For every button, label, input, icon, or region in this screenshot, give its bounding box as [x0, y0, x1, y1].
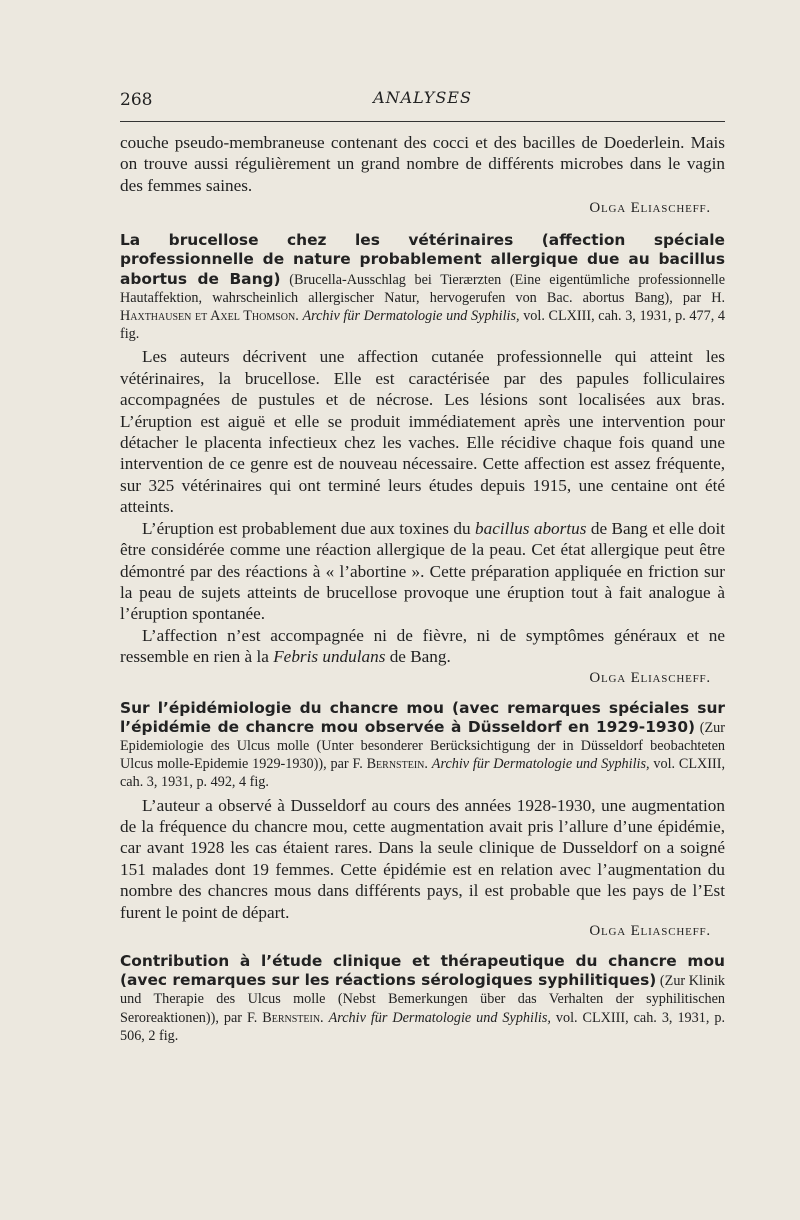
text-run: L’éruption est probablement due aux toxines du: [142, 518, 471, 538]
text-run: de Bang.: [389, 647, 451, 667]
running-title: ANALYSES: [373, 88, 472, 107]
signature-name: Olga Eliascheff.: [589, 922, 711, 939]
article-paragraph: L’auteur a observé à Dusseldorf au cours des années 1928-1930, une augmentation de la fréquence du chancre mou, cette augmentation avait pris l’allure d’une épidémie, car avant 1928 les cas étaient rares. Dans la seule clinique de Dusseldorf on a soigné 151 malades dont 19 femmes. Cette épidémie est en relation avec l’augmentation du nombre des chancres mous dans différents pays, il est probable que les pays de l’Est furent le point de départ.: [120, 795, 725, 922]
signature: [120, 198, 725, 219]
page-number: 268: [120, 90, 153, 110]
signature-name: Olga Eliascheff.: [589, 669, 711, 686]
text-run: L’affection n’est accompagnée ni de fièvre, ni de symptômes généraux et ne ressemble en rien à la: [120, 625, 725, 667]
article-heading: [120, 952, 725, 1045]
article-subtitle: (Brucella-Ausschlag bei Tierærzten (Eine eigentümliche professionnelle Hautaffektion, wahrscheinlich allergischer Natur, hervogerufen von Bac. abortus Bang), par: [120, 271, 726, 306]
disease-name: Febris undulans: [273, 647, 386, 667]
article-reference: vol. CLXIII, cah. 3, 1931, p. 477, 4 fig.: [120, 308, 725, 343]
header-rule: [120, 121, 725, 122]
article-authors: H. Haxthausen et Axel Thomson.: [120, 289, 725, 325]
article-subtitle: (Zur Klinik und Therapie des Ulcus molle (Nebst Bemerkungen über das Verhalten der syphilitischen Seroreaktionen)), par: [120, 973, 725, 1026]
article-heading: [120, 699, 725, 792]
article-journal: Archiv für Dermatologie und Syphilis,: [328, 1009, 551, 1026]
article-title: La brucellose chez les vétérinaires (affection spéciale professionnelle de nature probablement allergique due au bacillus abortus de Bang): [120, 231, 725, 288]
species-name: bacillus abortus: [475, 518, 587, 538]
signature-name: Olga Eliascheff.: [589, 200, 711, 217]
article-journal: Archiv für Dermatologie und Syphilis,: [431, 756, 650, 773]
article-paragraph: [120, 625, 725, 668]
page-header: [120, 88, 725, 114]
article-reference: vol. CLXIII, cah. 3, 1931, p. 492, 4 fig.: [120, 756, 726, 791]
continuation-paragraph: couche pseudo-membraneuse contenant des cocci et des bacilles de Doederlein. Mais on trouve aussi régulièrement un grand nombre de différents microbes dans le vagin des femmes saines.: [120, 133, 725, 195]
article-subtitle: (Zur Epidemiologie des Ulcus molle (Unter besonderer Berücksichtigung der in Düsseldorf beobachteten Ulcus molle-Epidemie 1929-1930)), par: [120, 719, 725, 773]
article-title: Sur l’épidémiologie du chancre mou (avec remarques spéciales sur l’épidémie de chancre mou observée à Düsseldorf en 1929-1930): [120, 698, 725, 736]
article-paragraph: Les auteurs décrivent une affection cutanée professionnelle qui atteint les vétérinaires, la brucellose. Elle est caractérisée par des papules folliculaires accompagnées de pustules et de nécrose. Les lésions sont localisées aux bras. L’éruption est aiguë et elle se produit immédiatement après une intervention pour détacher le placenta infectieux chez les vaches. Elle récidive chaque fois quand une intervention de ce genre est de nouveau nécessaire. Cette affection est assez fréquente, sur 325 vétérinaires qui ont terminé leurs études depuis 1915, une centaine ont été atteints.: [120, 347, 725, 517]
signature: [120, 921, 725, 942]
article-paragraph: [120, 518, 725, 625]
article-reference: vol. CLXIII, cah. 3, 1931, p. 506, 2 fig.: [120, 1009, 725, 1044]
text-run: de Bang et elle doit être considérée comme une réaction allergique de la peau. Cet état allergique peut être démontré par des réactions à « l’abortine ». Cette préparation appliquée en friction sur la peau de sujets atteints de brucellose provoque une éruption tout à fait analogue à l’éruption spontanée.: [120, 518, 726, 624]
signature: [120, 668, 725, 689]
article-journal: Archiv für Dermatologie und Syphilis,: [302, 308, 520, 325]
article-authors: F. Bernstein.: [352, 756, 428, 773]
page-content: [120, 132, 725, 1045]
article-heading: [120, 231, 725, 343]
article-authors: F. Bernstein.: [246, 1009, 324, 1026]
article-title: Contribution à l’étude clinique et thérapeutique du chancre mou (avec remarques sur les réactions sérologiques syphilitiques): [120, 951, 725, 990]
